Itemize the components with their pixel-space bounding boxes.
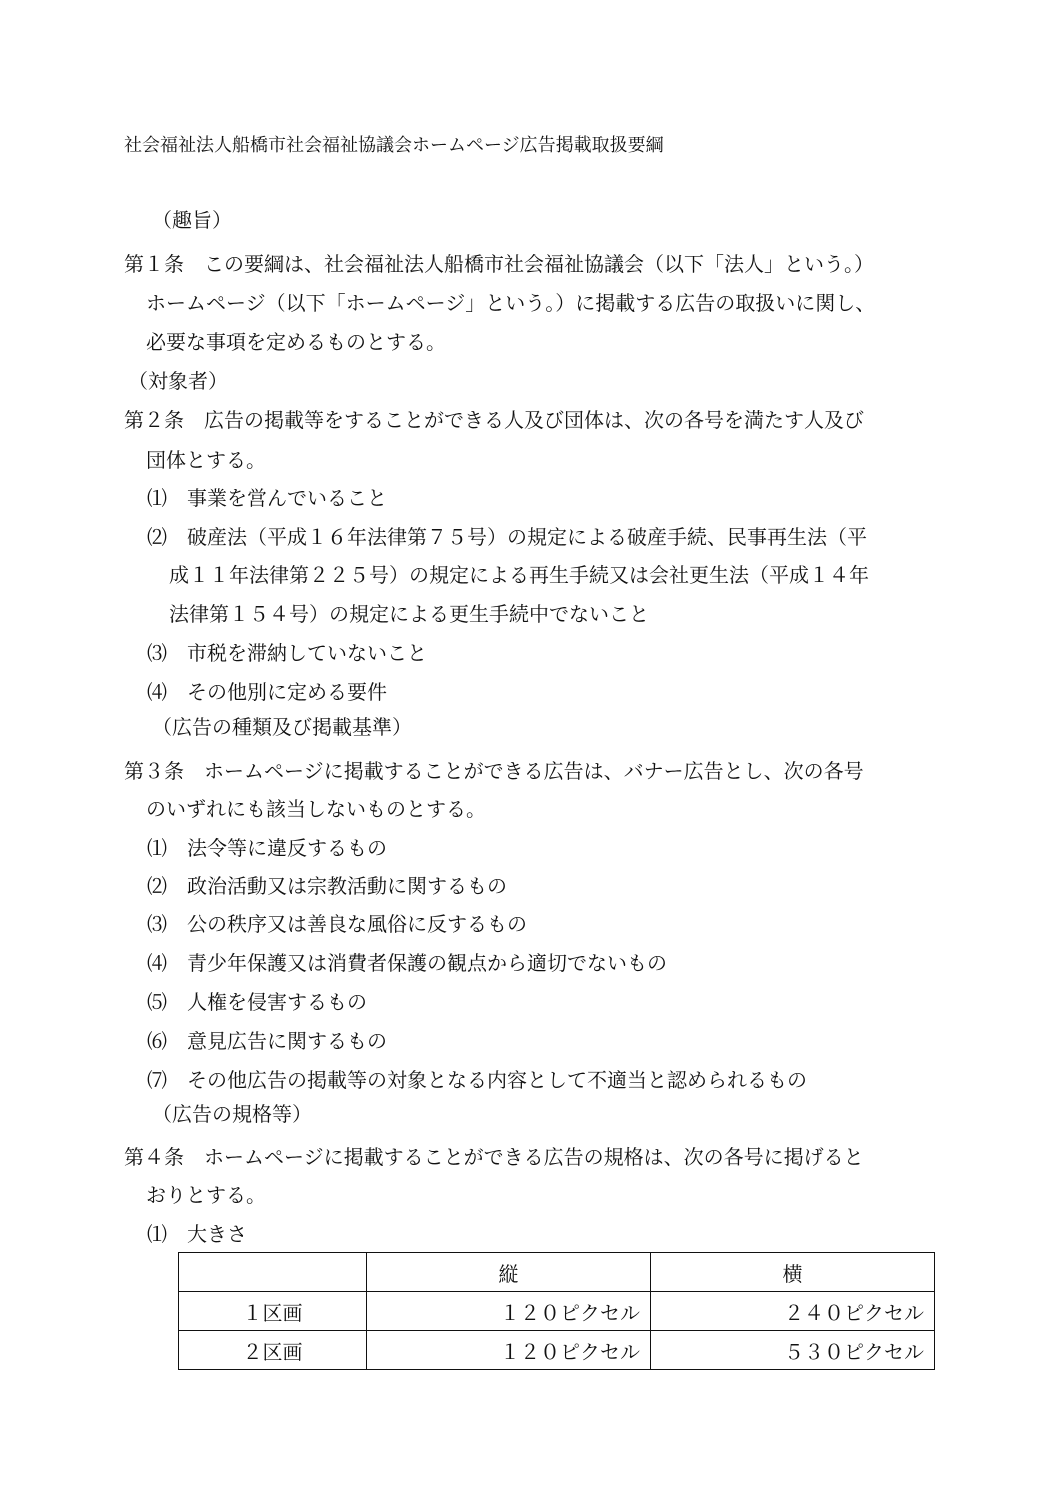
table-header-cell: 縦 [367, 1253, 651, 1292]
list-item: ⑺ その他広告の掲載等の対象となる内容として不適当と認められるもの [147, 1068, 807, 1092]
article-line: おりとする。 [146, 1183, 266, 1207]
article-line: 必要な事項を定めるものとする。 [146, 330, 446, 354]
article-line: のいずれにも該当しないものとする。 [146, 797, 486, 821]
table-cell: １２０ピクセル [367, 1331, 651, 1370]
article-line: 団体とする。 [146, 448, 266, 472]
list-item-continuation: 成１１年法律第２２５号）の規定による再生手続又は会社更生法（平成１４年 [169, 563, 869, 587]
list-item: ⑷ 青少年保護又は消費者保護の観点から適切でないもの [147, 951, 667, 975]
table-header-row [179, 1253, 935, 1292]
list-item: ⑵ 政治活動又は宗教活動に関するもの [147, 874, 507, 898]
list-item: ⑸ 人権を侵害するもの [147, 990, 367, 1014]
section-heading: （対象者） [128, 369, 228, 393]
table-cell: １区画 [179, 1292, 367, 1331]
list-item: ⑹ 意見広告に関するもの [147, 1029, 387, 1053]
list-item: ⑴ 法令等に違反するもの [147, 836, 387, 860]
article-line: 第３条 ホームページに掲載することができる広告は、バナー広告とし、次の各号 [124, 759, 864, 783]
table-cell: ５３０ピクセル [651, 1331, 935, 1370]
list-item: ⑵ 破産法（平成１６年法律第７５号）の規定による破産手続、民事再生法（平 [147, 525, 867, 549]
document-title: 社会福祉法人船橋市社会福祉協議会ホームページ広告掲載取扱要綱 [124, 135, 664, 156]
article-line: 第４条 ホームページに掲載することができる広告の規格は、次の各号に掲げると [124, 1145, 864, 1169]
list-item: ⑶ 公の秩序又は善良な風俗に反するもの [147, 912, 527, 936]
table-header-cell [179, 1253, 367, 1292]
section-heading: （広告の種類及び掲載基準） [152, 715, 412, 739]
list-item-continuation: 法律第１５４号）の規定による更生手続中でないこと [169, 602, 649, 626]
article-line: ホームページ（以下「ホームページ」という。）に掲載する広告の取扱いに関し、 [146, 291, 876, 315]
table-row [179, 1292, 935, 1331]
article-line: 第１条 この要綱は、社会福祉法人船橋市社会福祉協議会（以下「法人」という。） [124, 252, 874, 276]
table-cell: ２４０ピクセル [651, 1292, 935, 1331]
list-item: ⑷ その他別に定める要件 [147, 680, 387, 704]
list-item: ⑴ 大きさ [147, 1222, 247, 1246]
list-item: ⑴ 事業を営んでいること [147, 486, 387, 510]
table-cell: ２区画 [179, 1331, 367, 1370]
article-line: 第２条 広告の掲載等をすることができる人及び団体は、次の各号を満たす人及び [124, 408, 864, 432]
section-heading: （広告の規格等） [152, 1102, 312, 1126]
table-header-cell: 横 [651, 1253, 935, 1292]
size-spec-table [178, 1252, 935, 1370]
section-heading: （趣旨） [152, 208, 232, 232]
list-item: ⑶ 市税を滞納していないこと [147, 641, 427, 665]
table-cell: １２０ピクセル [367, 1292, 651, 1331]
table-row [179, 1331, 935, 1370]
